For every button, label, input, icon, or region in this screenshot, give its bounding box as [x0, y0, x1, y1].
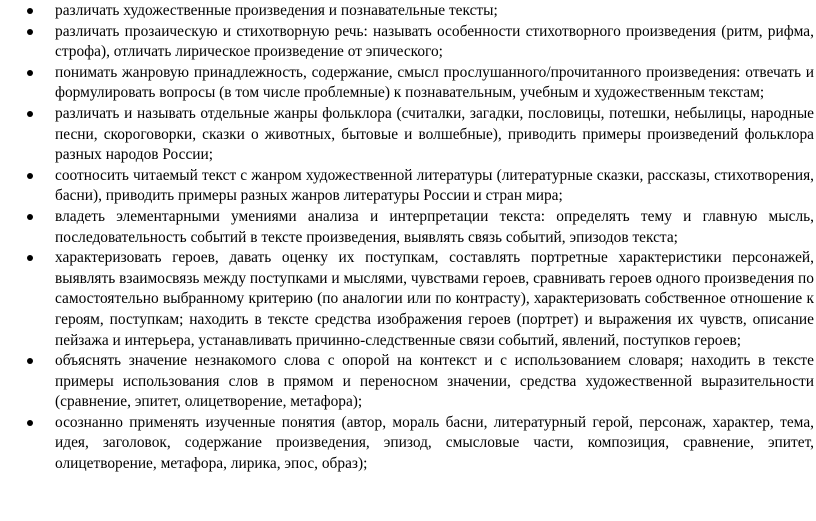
bullet-list — [0, 1, 816, 475]
list-item — [0, 22, 816, 63]
list-item — [0, 351, 816, 413]
list-item — [0, 248, 816, 351]
list-item — [0, 63, 816, 104]
list-item — [0, 413, 816, 475]
list-item-text: различать прозаическую и стихотворную речь: называть особенности стихотворного произведения (ритм, рифма, строфа), отличать лирическое произведение от эпического; — [55, 22, 814, 61]
bullet-icon — [27, 173, 33, 179]
list-item-text: владеть элементарными умениями анализа и интерпретации текста: определять тему и главную мысль, последовательность событий в тексте произведения, выявлять связь событий, эпизодов текста; — [55, 207, 814, 246]
bullet-icon — [27, 70, 33, 76]
bullet-icon — [27, 29, 33, 35]
list-item-text: различать художественные произведения и познавательные тексты; — [55, 2, 498, 19]
list-item-text: осознанно применять изученные понятия (автор, мораль басни, литературный герой, персонаж, характер, тема, идея, заголовок, содержание произведения, эпизод, смысловые части, композиция, сравнение, эпитет, олицетворение, метафора, лирика, эпос, образ); — [55, 413, 814, 473]
list-item — [0, 1, 816, 22]
list-item-text: характеризовать героев, давать оценку их поступкам, составлять портретные характеристики персонажей, выявлять взаимосвязь между поступками и мыслями, чувствами героев, сравнивать героев одного произведения по самостоятельно выбранному критерию (по аналогии или по контрасту), характеризовать собственное отношение к героям, поступкам; находить в тексте средства изображения героев (портрет) и выражения их чувств, описание пейзажа и интерьера, устанавливать причинно-следственные связи событий, явлений, поступков героев; — [55, 249, 814, 349]
list-item-text: различать и называть отдельные жанры фольклора (считалки, загадки, пословицы, потешки, небылицы, народные песни, скороговорки, сказки о животных, бытовые и волшебные), приводить примеры произведений фольклора разных народов России; — [55, 104, 814, 164]
bullet-icon — [27, 8, 33, 14]
list-item-text: понимать жанровую принадлежность, содержание, смысл прослушанного/прочитанного произведения: отвечать и формулировать вопросы (в том числе проблемные) к познавательным, учебным и художественным текстам; — [55, 63, 814, 102]
list-item-text: объяснять значение незнакомого слова с опорой на контекст и с использованием словаря; находить в тексте примеры использования слов в прямом и переносном значении, средства художественной выразительности (сравнение, эпитет, олицетворение, метафора); — [55, 352, 814, 411]
list-item — [0, 104, 816, 166]
list-item — [0, 207, 816, 248]
bullet-icon — [27, 358, 33, 364]
bullet-icon — [27, 111, 33, 117]
list-item-text: соотносить читаемый текст с жанром художественной литературы (литературные сказки, рассказы, стихотворения, басни), приводить примеры разных жанров литературы России и стран мира; — [55, 166, 814, 205]
list-item — [0, 166, 816, 207]
bullet-icon — [27, 420, 33, 426]
bullet-icon — [27, 214, 33, 220]
bullet-icon — [27, 255, 33, 261]
